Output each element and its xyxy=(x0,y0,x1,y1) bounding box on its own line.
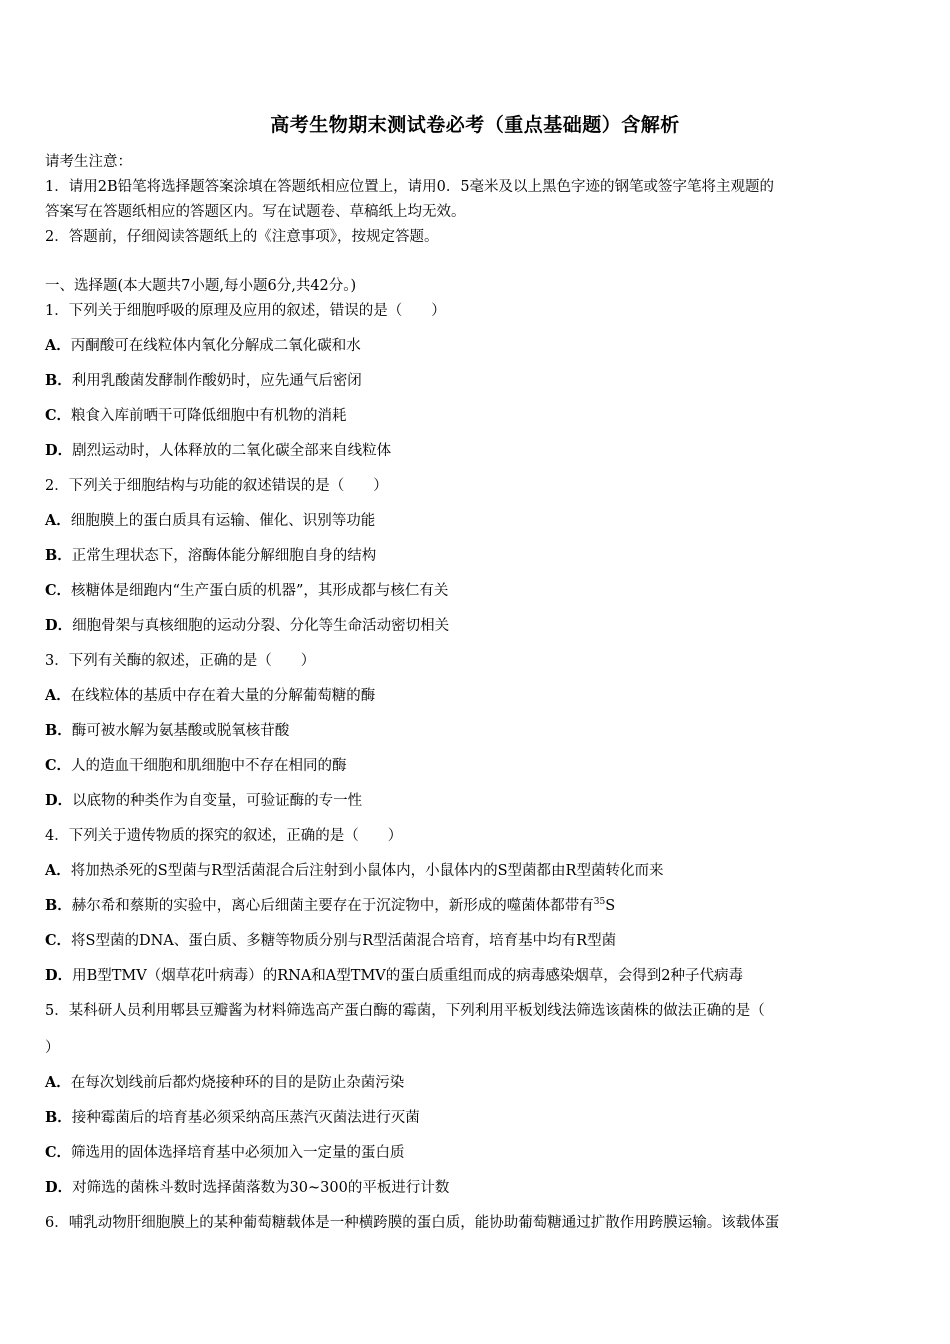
option-text: 酶可被水解为氨基酸或脱氧核苷酸 xyxy=(71,723,290,739)
option-4a xyxy=(45,861,663,881)
question-stem-2: 2．下列关于细胞结构与功能的叙述错误的是（ ） xyxy=(45,478,388,494)
option-3d xyxy=(45,791,362,811)
option-4c xyxy=(45,931,616,951)
option-letter: A． xyxy=(45,1074,71,1091)
option-2a xyxy=(45,511,375,531)
option-text: 细胞骨架与真核细胞的运动分裂、分化等生命活动密切相关 xyxy=(72,618,450,634)
option-text: 筛选用的固体选择培育基中必须加入一定量的蛋白质 xyxy=(71,1145,405,1161)
option-text: 细胞膜上的蛋白质具有运输、催化、识别等功能 xyxy=(70,513,376,529)
option-3a xyxy=(45,686,375,706)
option-letter: D． xyxy=(45,442,73,459)
option-letter: C． xyxy=(45,932,72,949)
option-2d xyxy=(45,616,449,636)
option-1a xyxy=(45,336,361,356)
option-letter: C． xyxy=(45,757,72,774)
option-text: 将加热杀死的S型菌与R型活菌混合后注射到小鼠体内，小鼠体内的S型菌都由R型菌转化而来 xyxy=(70,863,664,879)
option-letter: C． xyxy=(45,407,72,424)
option-text-tail: S xyxy=(605,898,616,914)
option-letter: C． xyxy=(45,582,72,599)
question-stem-5: 5．某科研人员利用郫县豆瓣酱为材料筛选高产蛋白酶的霉菌，下列利用平板划线法筛选该菌株的做法正确的是（ xyxy=(45,1003,765,1019)
option-text: 粮食入库前晒干可降低细胞中有机物的消耗 xyxy=(71,408,347,424)
option-letter: A． xyxy=(45,512,71,529)
question-stem-6: 6．哺乳动物肝细胞膜上的某种葡萄糖载体是一种横跨膜的蛋白质，能协助葡萄糖通过扩散作用跨膜运输。该载体蛋 xyxy=(45,1215,780,1231)
option-letter: A． xyxy=(45,862,71,879)
section-heading: 一、选择题(本大题共7小题,每小题6分,共42分。) xyxy=(45,278,357,294)
option-2b xyxy=(45,546,376,566)
option-1b xyxy=(45,371,362,391)
notice-item-1: 1．请用2B铅笔将选择题答案涂填在答题纸相应位置上，请用0．5毫米及以上黑色字迹的钢笔或签字笔将主观题的 xyxy=(45,179,775,195)
notice-item-2: 2．答题前，仔细阅读答题纸上的《注意事项》，按规定答题。 xyxy=(45,229,439,245)
option-5d xyxy=(45,1178,449,1198)
option-text: 人的造血干细胞和肌细胞中不存在相同的酶 xyxy=(71,758,347,774)
option-1c xyxy=(45,406,347,426)
notice-item-1-cont: 答案写在答题纸相应的答题区内。写在试题卷、草稿纸上均无效。 xyxy=(45,204,466,220)
option-letter: D． xyxy=(45,792,73,809)
option-5a xyxy=(45,1073,404,1093)
option-1d xyxy=(45,441,391,461)
option-2c xyxy=(45,581,448,601)
notice-heading: 请考生注意： xyxy=(45,154,132,170)
option-text: 对筛选的菌株斗数时选择菌落数为30~300的平板进行计数 xyxy=(72,1180,450,1196)
question-stem-4: 4．下列关于遗传物质的探究的叙述，正确的是（ ） xyxy=(45,828,403,844)
option-letter: B． xyxy=(45,1109,72,1126)
option-text: 以底物的种类作为自变量，可验证酶的专一性 xyxy=(72,793,363,809)
option-text: 利用乳酸菌发酵制作酸奶时，应先通气后密闭 xyxy=(71,373,362,389)
option-text: 将S型菌的DNA、蛋白质、多糖等物质分别与R型活菌混合培育，培育基中均有R型菌 xyxy=(71,933,617,949)
question-stem-5-cont: ） xyxy=(45,1040,60,1056)
option-text: 赫尔希和蔡斯的实验中，离心后细菌主要存在于沉淀物中，新形成的噬菌体都带有 xyxy=(71,898,594,914)
option-4d xyxy=(45,966,743,986)
option-letter: A． xyxy=(45,337,71,354)
option-letter: D． xyxy=(45,1179,73,1196)
option-5b xyxy=(45,1108,420,1128)
option-text: 正常生理状态下，溶酶体能分解细胞自身的结构 xyxy=(71,548,377,564)
option-3c xyxy=(45,756,347,776)
question-stem-3: 3．下列有关酶的叙述，正确的是（ ） xyxy=(45,653,316,669)
page-title: 高考生物期末测试卷必考（重点基础题）含解析 xyxy=(270,114,680,136)
option-text: 丙酮酸可在线粒体内氧化分解成二氧化碳和水 xyxy=(70,338,361,354)
option-letter: B． xyxy=(45,372,72,389)
option-letter: D． xyxy=(45,617,73,634)
option-3b xyxy=(45,721,289,741)
option-text: 在每次划线前后都灼烧接种环的目的是防止杂菌污染 xyxy=(70,1075,405,1091)
option-letter: D． xyxy=(45,967,73,984)
option-text: 接种霉菌后的培育基必须采纳高压蒸汽灭菌法进行灭菌 xyxy=(71,1110,420,1126)
question-stem-1: 1．下列关于细胞呼吸的原理及应用的叙述，错误的是（ ） xyxy=(45,303,446,319)
option-text: 剧烈运动时，人体释放的二氧化碳全部来自线粒体 xyxy=(72,443,392,459)
option-letter: B． xyxy=(45,722,72,739)
option-text: 核糖体是细跑内“生产蛋白质的机器”，其形成都与核仁有关 xyxy=(71,583,449,599)
option-4b xyxy=(45,896,615,916)
option-letter: A． xyxy=(45,687,71,704)
isotope-superscript: 35 xyxy=(593,897,606,907)
option-letter: C． xyxy=(45,1144,72,1161)
option-letter: B． xyxy=(45,897,72,914)
option-5c xyxy=(45,1143,405,1163)
option-text: 用B型TMV（烟草花叶病毒）的RNA和A型TMV的蛋白质重组而成的病毒感染烟草，会得到2种子代病毒 xyxy=(72,968,743,984)
option-text: 在线粒体的基质中存在着大量的分解葡萄糖的酶 xyxy=(70,688,376,704)
option-letter: B． xyxy=(45,547,72,564)
